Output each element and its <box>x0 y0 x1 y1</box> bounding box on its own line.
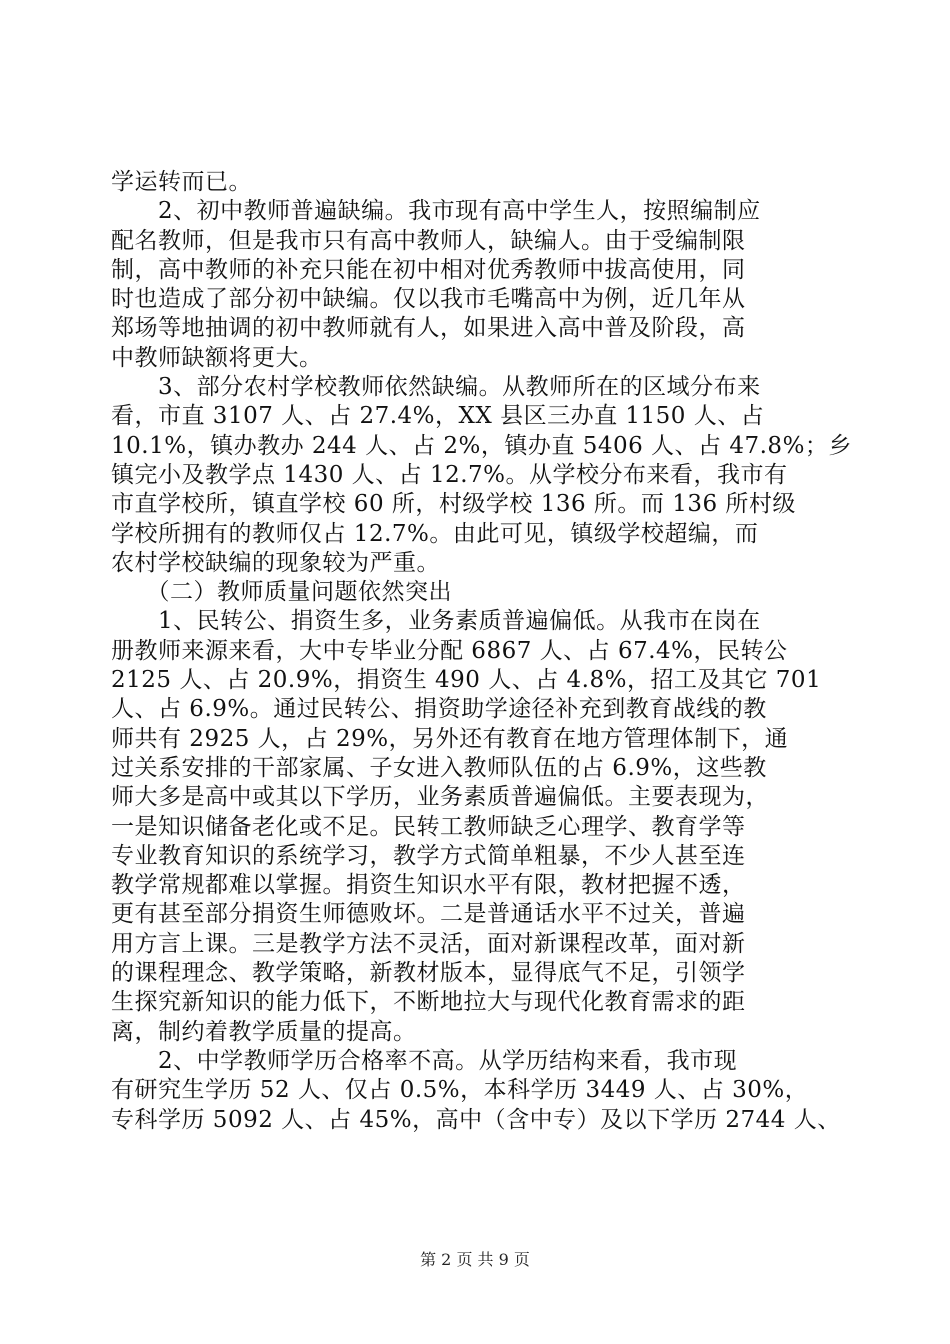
text-line: 时也造成了部分初中缺编。仅以我市毛嘴高中为例，近几年从 <box>111 286 746 313</box>
text-line: 制，高中教师的补充只能在初中相对优秀教师中拔高使用，同 <box>111 256 746 283</box>
text-line: 配名教师，但是我市只有高中教师人，缺编人。由于受编制限 <box>111 227 746 254</box>
text-line: 人、占 6.9%。通过民转公、捐资助学途径补充到教育战线的教 <box>111 696 767 723</box>
text-line: 一是知识储备老化或不足。民转工教师缺乏心理学、教育学等 <box>111 813 746 840</box>
page-footer: 第 2 页 共 9 页 <box>420 1250 530 1269</box>
text-line: 的课程理念、教学策略，新教材版本，显得底气不足，引领学 <box>111 960 746 987</box>
text-line: 郑场等地抽调的初中教师就有人，如果进入高中普及阶段，高 <box>111 315 746 342</box>
text-line: 2、初中教师普遍缺编。我市现有高中学生人，按照编制应 <box>111 198 761 225</box>
text-line: 看，市直 3107 人、占 27.4%，XX 县区三办直 1150 人、占 <box>111 403 765 430</box>
text-line: 生探究新知识的能力低下，不断地拉大与现代化教育需求的距 <box>111 989 746 1016</box>
text-line: 离，制约着教学质量的提高。 <box>111 1018 417 1045</box>
text-line: 10.1%，镇办教办 244 人、占 2%，镇办直 5406 人、占 47.8%；乡 <box>111 432 852 459</box>
text-line: 2、中学教师学历合格率不高。从学历结构来看，我市现 <box>111 1047 738 1074</box>
text-line: 学运转而已。 <box>111 169 252 195</box>
text-line: 专科学历 5092 人、占 45%，高中（含中专）及以下学历 2744 人、 <box>111 1106 841 1133</box>
text-line: 2125 人、占 20.9%，捐资生 490 人、占 4.8%，招工及其它 701 <box>111 667 822 694</box>
text-line: 专业教育知识的系统学习，教学方式简单粗暴，不少人甚至连 <box>111 842 746 869</box>
document-body <box>111 168 852 1135</box>
text-line: 过关系安排的干部家属、子女进入教师队伍的占 6.9%，这些教 <box>111 754 767 781</box>
text-line: 用方言上课。三是教学方法不灵活，面对新课程改革，面对新 <box>111 930 746 957</box>
text-line: 农村学校缺编的现象较为严重。 <box>111 549 440 576</box>
text-line: 中教师缺额将更大。 <box>111 344 323 371</box>
text-line: （二）教师质量问题依然突出 <box>111 579 452 606</box>
text-line: 更有甚至部分捐资生师德败坏。二是普通话水平不过关，普遍 <box>111 901 746 928</box>
text-line: 师共有 2925 人，占 29%，另外还有教育在地方管理体制下，通 <box>111 725 789 752</box>
text-line: 学校所拥有的教师仅占 12.7%。由此可见，镇级学校超编，而 <box>111 520 759 547</box>
text-line: 镇完小及教学点 1430 人、占 12.7%。从学校分布来看，我市有 <box>111 461 788 488</box>
text-line: 师大多是高中或其以下学历，业务素质普遍偏低。主要表现为， <box>111 784 769 811</box>
text-line: 册教师来源来看，大中专毕业分配 6867 人、占 67.4%，民转公 <box>111 637 788 664</box>
text-line: 1、民转公、捐资生多，业务素质普遍偏低。从我市在岗在 <box>111 608 761 635</box>
text-line: 教学常规都难以掌握。捐资生知识水平有限，教材把握不透， <box>111 872 746 899</box>
text-line: 3、部分农村学校教师依然缺编。从教师所在的区域分布来 <box>111 374 761 401</box>
text-line: 市直学校所，镇直学校 60 所，村级学校 136 所。而 136 所村级 <box>111 491 796 518</box>
text-line: 有研究生学历 52 人、仅占 0.5%，本科学历 3449 人、占 30%， <box>111 1077 809 1104</box>
